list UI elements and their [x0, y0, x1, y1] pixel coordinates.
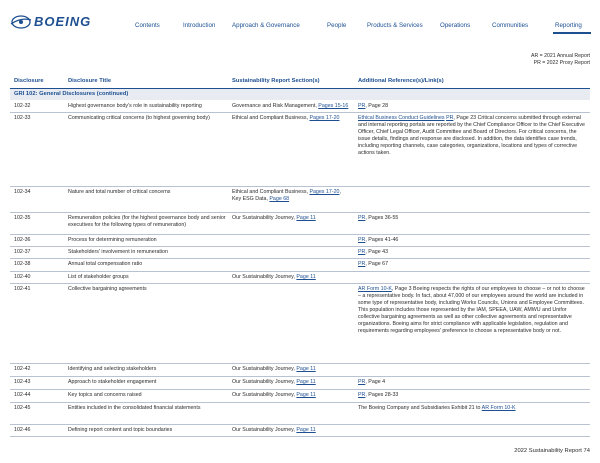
- nav-operations[interactable]: Operations: [440, 22, 471, 29]
- reference-link[interactable]: PR: [358, 392, 366, 398]
- legend-ar: AR = 2021 Annual Report: [531, 53, 590, 59]
- reference-text: , Page 43: [365, 249, 389, 255]
- section-text: Our Sustainability Journey,: [232, 274, 297, 280]
- report-sections: [232, 427, 350, 434]
- report-sections: [232, 366, 350, 373]
- disclosure-id: 102-34: [14, 189, 31, 195]
- active-tab-indicator: [553, 32, 591, 34]
- main-nav: [0, 22, 600, 34]
- section-text: Ethical and Compliant Business,: [232, 115, 310, 121]
- reference-link[interactable]: PR: [358, 215, 366, 221]
- table-row: [10, 389, 590, 403]
- reference-text: The Boeing Company and Subsidiaries Exhibit 21 to: [358, 405, 482, 411]
- reference-link[interactable]: Ethical Business Conduct Guidelines: [358, 115, 445, 121]
- reference-link[interactable]: PR: [446, 115, 454, 121]
- nav-approach-governance[interactable]: Approach & Governance: [232, 22, 300, 29]
- abbreviation-legend: [531, 53, 590, 67]
- disclosure-title: Defining report content and topic boundaries: [68, 427, 173, 433]
- table-row: [10, 212, 590, 235]
- page-number: 74: [583, 448, 590, 454]
- disclosure-id: 102-42: [14, 366, 31, 372]
- additional-references: [358, 237, 586, 244]
- reference-link[interactable]: PR: [358, 249, 366, 255]
- disclosure-id: 102-38: [14, 261, 31, 267]
- section-link[interactable]: Pages 17-20: [309, 189, 340, 195]
- nav-products-services[interactable]: Products & Services: [367, 22, 423, 29]
- reference-link[interactable]: PR: [358, 261, 366, 267]
- reference-link[interactable]: AR Form 10-K: [481, 405, 516, 411]
- page-footer: [514, 448, 590, 454]
- table-row: [10, 363, 590, 377]
- additional-references: [358, 215, 586, 222]
- header-references: Additional Reference(s)/Link(s): [358, 78, 444, 84]
- reference-text: , Pages 28-33: [365, 392, 399, 398]
- table-row: [10, 376, 590, 390]
- disclosure-id: 102-43: [14, 379, 31, 385]
- additional-references: [358, 261, 586, 268]
- additional-references: [358, 249, 586, 256]
- section-link[interactable]: Page 11: [296, 215, 316, 221]
- disclosure-id: 102-37: [14, 249, 31, 255]
- disclosure-id: 102-36: [14, 237, 31, 243]
- reference-text: , Page 4: [365, 379, 386, 385]
- section-link[interactable]: Page 11: [296, 392, 316, 398]
- top-bar: [0, 0, 600, 46]
- report-sections: [232, 115, 350, 122]
- reference-link[interactable]: PR: [358, 379, 366, 385]
- reference-text: , Page 28: [365, 103, 389, 109]
- disclosure-id: 102-40: [14, 274, 31, 280]
- nav-communities[interactable]: Communities: [492, 22, 529, 29]
- section-link[interactable]: Page 11: [296, 274, 316, 280]
- section-text: , Key ESG Data,: [232, 189, 341, 202]
- disclosure-title: Approach to stakeholder engagement: [68, 379, 157, 385]
- nav-reporting[interactable]: Reporting: [555, 22, 582, 29]
- reference-text: , Pages 41-46: [365, 237, 399, 243]
- section-text: Our Sustainability Journey,: [232, 366, 297, 372]
- reference-text: , Page 67: [365, 261, 389, 267]
- disclosure-title: Stakeholders' involvement in remuneration: [68, 249, 168, 255]
- reference-text: , Page 3 Boeing respects the rights of our employees to choose – or not to choose – a representative body. In fact, about 47,000 of our employees around the world are included in some type of representative body, including Works Councils, Unions and Employee Committees. This population includes those represented by the IAM, SPEEA, UAW, AMWU and Unifor collective bargaining agreements as well as other collective agreements and representative organizations. Boeing aims for strict compliance with applicable legislation, regulation and requirements regarding employees' preference to choose a representative body or not.: [358, 286, 585, 334]
- section-link[interactable]: Pages 17-20: [309, 115, 340, 121]
- section-text: Our Sustainability Journey,: [232, 379, 297, 385]
- report-sections: [232, 379, 350, 386]
- section-link[interactable]: Page 68: [269, 196, 290, 202]
- additional-references: [358, 405, 586, 412]
- additional-references: [358, 379, 586, 386]
- section-text: Our Sustainability Journey,: [232, 392, 297, 398]
- additional-references: [358, 392, 586, 399]
- section-text: Ethical and Compliant Business,: [232, 189, 310, 195]
- disclosure-title: Key topics and concerns raised: [68, 392, 142, 398]
- nav-introduction[interactable]: Introduction: [183, 22, 216, 29]
- disclosure-title: Identifying and selecting stakeholders: [68, 366, 157, 372]
- table-row: [10, 283, 590, 364]
- reference-link[interactable]: AR Form 10-K: [358, 286, 392, 292]
- reference-link[interactable]: PR: [358, 103, 366, 109]
- reference-text: , Pages 36-55: [365, 215, 399, 221]
- disclosure-title: Nature and total number of critical concerns: [68, 189, 171, 195]
- disclosure-title: Process for determining remuneration: [68, 237, 157, 243]
- disclosure-title: Collective bargaining agreements: [68, 286, 147, 292]
- table-header: [10, 78, 590, 88]
- section-text: Governance and Risk Management,: [232, 103, 319, 109]
- disclosure-title: Entities included in the consolidated financial statements: [68, 405, 201, 411]
- section-link[interactable]: Page 11: [296, 366, 316, 372]
- table-row: [10, 258, 590, 272]
- disclosure-title: Highest governance body's role in sustainability reporting: [68, 103, 202, 109]
- table-row: [10, 112, 590, 187]
- report-sections: [232, 215, 350, 222]
- group-title: GRI 102: General Disclosures (continued): [14, 91, 129, 97]
- disclosure-id: 102-33: [14, 115, 31, 121]
- additional-references: [358, 103, 586, 110]
- disclosure-title: Remuneration policies (for the highest governance body and senior executives for the following types of remuneration): [68, 215, 226, 228]
- header-sections: Sustainability Report Section(s): [232, 78, 320, 84]
- disclosure-id: 102-32: [14, 103, 31, 109]
- header-title: Disclosure Title: [68, 78, 112, 84]
- disclosure-title: List of stakeholder groups: [68, 274, 129, 280]
- legend-pr: PR = 2022 Proxy Report: [533, 60, 590, 66]
- brand-name: BOEING: [34, 14, 92, 29]
- header-disclosure: Disclosure: [14, 78, 44, 84]
- disclosure-id: 102-46: [14, 427, 31, 433]
- report-sections: [232, 274, 350, 281]
- disclosure-id: 102-35: [14, 215, 31, 221]
- disclosure-id: 102-45: [14, 405, 31, 411]
- report-sections: [232, 392, 350, 399]
- reference-text: , Page 23 Critical concerns submitted through external and internal reporting portals are reported by the Chief Compliance Officer to the Chief Executive Officer, Chief Legal Officer, Audit Committee and Board of Directors. For critical concerns, the issue details, findings and response are disclosed. In addition, the data identifies case trends, including reporting channels, case categories, organizations, locations and types of corrective actions taken.: [358, 115, 585, 156]
- section-text: Our Sustainability Journey,: [232, 427, 297, 433]
- table-row: [10, 424, 590, 437]
- table-row: [10, 186, 590, 213]
- section-link[interactable]: Page 11: [296, 427, 316, 433]
- reference-link[interactable]: PR: [358, 237, 366, 243]
- section-link[interactable]: Pages 15-16: [318, 103, 349, 109]
- disclosure-title: Annual total compensation ratio: [68, 261, 143, 267]
- table-row: [10, 402, 590, 425]
- disclosure-id: 102-44: [14, 392, 31, 398]
- nav-people[interactable]: People: [327, 22, 347, 29]
- section-link[interactable]: Page 11: [296, 379, 316, 385]
- report-sections: [232, 189, 350, 203]
- report-sections: [232, 103, 350, 110]
- nav-contents[interactable]: Contents: [135, 22, 160, 29]
- disclosure-id: 102-41: [14, 286, 31, 292]
- additional-references: [358, 286, 586, 335]
- section-text: Our Sustainability Journey,: [232, 215, 297, 221]
- footer-label: 2022 Sustainability Report: [514, 448, 582, 454]
- additional-references: [358, 115, 586, 157]
- disclosure-title: Communicating critical concerns (to highest governing body): [68, 115, 210, 121]
